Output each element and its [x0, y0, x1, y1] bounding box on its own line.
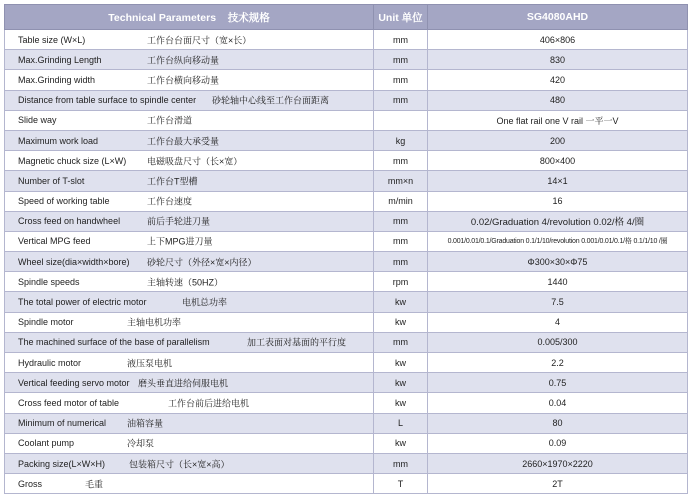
unit-cell: mm — [374, 50, 428, 70]
table-row — [5, 90, 688, 110]
parameter-zh: 磨头垂直进给伺服电机 — [138, 378, 229, 389]
parameter-cell — [5, 130, 374, 150]
unit-cell: kw — [374, 312, 428, 332]
parameter-zh: 加工表面对基面的平行度 — [247, 337, 347, 348]
parameter-en: Table size (W×L) — [18, 34, 86, 45]
table-row — [5, 292, 688, 312]
unit-cell: kg — [374, 130, 428, 150]
value-cell: 406×806 — [428, 30, 688, 50]
table-row — [5, 110, 688, 130]
parameter-cell — [5, 171, 374, 191]
parameter-en: Gross — [18, 478, 43, 489]
parameter-cell — [5, 211, 374, 231]
parameter-cell — [5, 373, 374, 393]
parameter-cell — [5, 474, 374, 494]
parameter-cell — [5, 413, 374, 433]
table-row — [5, 50, 688, 70]
header-row — [5, 5, 688, 30]
header-unit: Unit 单位 — [374, 5, 428, 30]
parameter-en: Maximum work load — [18, 135, 99, 146]
unit-cell: mm — [374, 211, 428, 231]
parameter-cell — [5, 272, 374, 292]
parameter-en: Minimum of numerical — [18, 418, 107, 429]
parameter-en: Spindle motor — [18, 317, 74, 328]
parameter-zh: 液压泵电机 — [127, 358, 173, 369]
parameter-en: Magnetic chuck size (L×W) — [18, 155, 127, 166]
unit-cell: mm — [374, 332, 428, 352]
parameter-zh: 上下MPG进刀量 — [147, 236, 213, 247]
value-cell: 0.04 — [428, 393, 688, 413]
parameter-zh: 工作台最大承受量 — [147, 136, 220, 147]
header-parameters-en: Technical Parameters — [108, 11, 217, 24]
table-row — [5, 272, 688, 292]
table-row — [5, 70, 688, 90]
table-row — [5, 151, 688, 171]
parameter-en: Coolant pump — [18, 438, 75, 449]
table-row — [5, 171, 688, 191]
unit-cell: mm×n — [374, 171, 428, 191]
table-row — [5, 393, 688, 413]
value-cell: 0.09 — [428, 433, 688, 453]
parameter-zh: 工作台台面尺寸（宽×长） — [147, 35, 252, 46]
value-cell: 2.2 — [428, 353, 688, 373]
table-row — [5, 453, 688, 473]
unit-cell: mm — [374, 252, 428, 272]
parameter-zh: 电磁吸盘尺寸（长×宽） — [147, 156, 243, 167]
parameter-en: Cross feed motor of table — [18, 397, 120, 408]
parameter-cell — [5, 433, 374, 453]
table-row — [5, 433, 688, 453]
unit-cell: mm — [374, 151, 428, 171]
parameter-cell — [5, 292, 374, 312]
unit-cell: kw — [374, 373, 428, 393]
parameter-cell — [5, 191, 374, 211]
value-cell: 80 — [428, 413, 688, 433]
table-row — [5, 332, 688, 352]
parameter-en: Wheel size(dia×width×bore) — [18, 256, 130, 267]
table-row — [5, 474, 688, 494]
parameter-zh: 砂轮轴中心线至工作台面距离 — [212, 95, 330, 106]
spec-table — [4, 4, 688, 494]
unit-cell: kw — [374, 433, 428, 453]
parameter-cell — [5, 30, 374, 50]
unit-cell: rpm — [374, 272, 428, 292]
unit-cell: kw — [374, 353, 428, 373]
parameter-cell — [5, 252, 374, 272]
parameter-cell — [5, 393, 374, 413]
value-cell: 0.02/Graduation 4/revolution 0.02/格 4/圈 — [428, 211, 688, 231]
value-cell: 0.005/300 — [428, 332, 688, 352]
parameter-cell — [5, 151, 374, 171]
unit-cell: T — [374, 474, 428, 494]
parameter-zh: 砂轮尺寸（外径×宽×内径） — [147, 257, 257, 268]
unit-cell: mm — [374, 231, 428, 251]
table-row — [5, 252, 688, 272]
parameter-zh: 工作台速度 — [147, 196, 193, 207]
value-cell: 480 — [428, 90, 688, 110]
unit-cell: mm — [374, 453, 428, 473]
table-row — [5, 130, 688, 150]
parameter-zh: 主轴转速（50HZ） — [147, 277, 224, 288]
value-cell: 2660×1970×2220 — [428, 453, 688, 473]
parameter-en: Packing size(L×W×H) — [18, 458, 106, 469]
value-cell: 830 — [428, 50, 688, 70]
parameter-zh: 主轴电机功率 — [127, 317, 182, 328]
table-row — [5, 30, 688, 50]
parameter-cell — [5, 231, 374, 251]
parameter-en: Slide way — [18, 115, 57, 126]
value-cell: 800×400 — [428, 151, 688, 171]
table-row — [5, 211, 688, 231]
unit-cell — [374, 110, 428, 130]
parameter-en: The machined surface of the base of parallelism — [18, 337, 210, 348]
value-cell: 2T — [428, 474, 688, 494]
parameter-cell — [5, 332, 374, 352]
header-model: SG4080AHD — [428, 5, 688, 30]
unit-cell: mm — [374, 90, 428, 110]
parameter-zh: 电机总功率 — [182, 297, 228, 308]
parameter-cell — [5, 110, 374, 130]
header-parameters-zh: 技术规格 — [227, 11, 270, 24]
parameter-cell — [5, 90, 374, 110]
parameter-en: Vertical feeding servo motor — [18, 377, 130, 388]
parameter-en: Vertical MPG feed — [18, 236, 91, 247]
table-row — [5, 191, 688, 211]
unit-cell: kw — [374, 393, 428, 413]
parameter-zh: 冷却泵 — [127, 438, 155, 449]
parameter-en: Spindle speeds — [18, 276, 80, 287]
unit-cell: m/min — [374, 191, 428, 211]
value-cell: 4 — [428, 312, 688, 332]
table-row — [5, 413, 688, 433]
value-cell: 16 — [428, 191, 688, 211]
unit-cell: kw — [374, 292, 428, 312]
parameter-zh: 工作台滑道 — [147, 115, 193, 126]
unit-cell: mm — [374, 70, 428, 90]
value-cell: 7.5 — [428, 292, 688, 312]
parameter-zh: 工作台前后进给电机 — [168, 398, 250, 409]
parameter-zh: 工作台T型槽 — [147, 176, 198, 187]
value-cell: 1440 — [428, 272, 688, 292]
parameter-zh: 毛重 — [85, 479, 104, 490]
parameter-cell — [5, 70, 374, 90]
parameter-cell — [5, 312, 374, 332]
parameter-en: Max.Grinding width — [18, 74, 96, 85]
parameter-en: Number of T-slot — [18, 175, 85, 186]
parameter-en: The total power of electric motor — [18, 297, 147, 308]
table-row — [5, 373, 688, 393]
value-cell: One flat rail one V rail 一平一V — [428, 110, 688, 130]
parameter-en: Speed of working table — [18, 196, 110, 207]
value-cell: 420 — [428, 70, 688, 90]
table-row — [5, 231, 688, 251]
table-row — [5, 353, 688, 373]
parameter-en: Cross feed on handwheel — [18, 216, 121, 227]
parameter-zh: 工作台纵向移动量 — [147, 55, 220, 66]
parameter-en: Max.Grinding Length — [18, 54, 102, 65]
parameter-cell — [5, 453, 374, 473]
table-row — [5, 312, 688, 332]
unit-cell: L — [374, 413, 428, 433]
parameter-cell — [5, 50, 374, 70]
parameter-en: Distance from table surface to spindle center — [18, 95, 197, 106]
value-cell: 200 — [428, 130, 688, 150]
value-cell: 0.001/0.01/0.1/Graduation 0.1/1/10/revolution 0.001/0.01/0.1/格 0.1/1/10 /圈 — [428, 231, 688, 251]
parameter-en: Hydraulic motor — [18, 357, 82, 368]
parameter-zh: 前后手轮进刀量 — [147, 216, 211, 227]
parameter-cell — [5, 353, 374, 373]
value-cell: 14×1 — [428, 171, 688, 191]
spec-body — [5, 30, 688, 494]
parameter-zh: 工作台横向移动量 — [147, 75, 220, 86]
value-cell: 0.75 — [428, 373, 688, 393]
value-cell: Φ300×30×Φ75 — [428, 252, 688, 272]
parameter-zh: 油箱容量 — [127, 418, 164, 429]
parameter-zh: 包装箱尺寸（长×宽×高） — [129, 459, 230, 470]
unit-cell: mm — [374, 30, 428, 50]
header-parameters — [5, 5, 374, 30]
